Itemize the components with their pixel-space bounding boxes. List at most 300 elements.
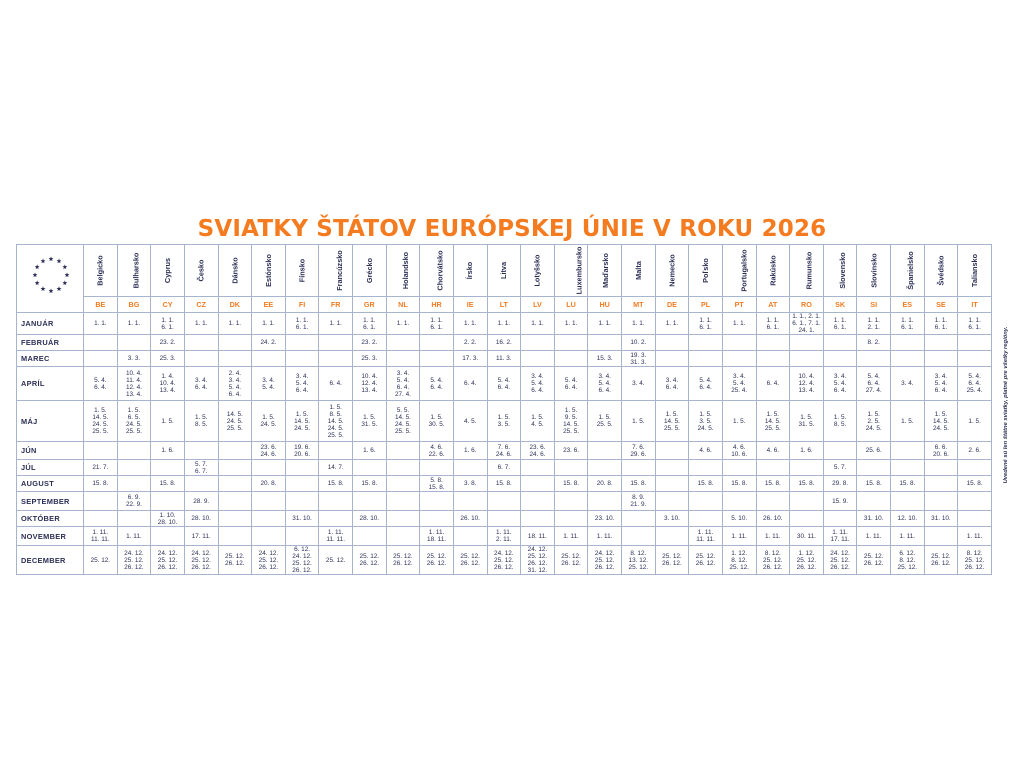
country-code: HU (588, 297, 622, 313)
month-label: JÚL (17, 460, 84, 476)
country-name: Dánsko (230, 256, 240, 284)
eu-stars-icon (31, 251, 71, 301)
holiday-cell (319, 351, 353, 367)
holiday-cell: 8. 9. 21. 9. (622, 492, 656, 511)
holiday-cell: 3. 4. 5. 4. 6. 4. (924, 367, 958, 401)
country-header (117, 245, 151, 297)
holiday-cell: 1. 5. 8. 5. (823, 401, 857, 442)
holiday-cell: 1. 5. 25. 5. (588, 401, 622, 442)
country-header (891, 245, 925, 297)
country-name: Švédsko (936, 254, 946, 286)
holiday-cell: 1. 12. 25. 12. 26. 12. (790, 546, 824, 575)
country-code: CY (151, 297, 185, 313)
holiday-cell (857, 492, 891, 511)
holiday-cell: 6. 4. (319, 367, 353, 401)
country-name: Maďarsko (601, 252, 611, 288)
holiday-cell: 1. 11. (588, 527, 622, 546)
holiday-cell (218, 442, 252, 460)
country-code: NL (386, 297, 420, 313)
holiday-cell: 1. 1. (487, 313, 521, 335)
country-name: Holandsko (400, 251, 410, 289)
holiday-cell (521, 335, 555, 351)
holiday-cell: 28. 10. (353, 511, 387, 527)
holiday-cell: 5. 4. 6. 4. (487, 367, 521, 401)
holiday-cell (588, 335, 622, 351)
holiday-cell: 1. 5. 14. 5. 25. 5. (655, 401, 689, 442)
country-header (689, 245, 723, 297)
country-code: IT (958, 297, 992, 313)
holiday-cell (521, 351, 555, 367)
country-header (487, 245, 521, 297)
holiday-cell: 19. 6. 20. 6. (285, 442, 319, 460)
country-header (319, 245, 353, 297)
holiday-cell: 15. 8. (722, 476, 756, 492)
holiday-cell (924, 476, 958, 492)
holiday-cell: 1. 11. (722, 527, 756, 546)
holiday-cell: 1. 5. 8. 5. (184, 401, 218, 442)
holiday-cell: 1. 11. 2. 11. (487, 527, 521, 546)
holiday-cell (386, 492, 420, 511)
holiday-cell: 1. 5. (891, 401, 925, 442)
month-row (17, 546, 992, 575)
holiday-cell: 21. 7. (84, 460, 118, 476)
country-code: MT (622, 297, 656, 313)
holiday-cell: 24. 12. 25. 12. 26. 12. (487, 546, 521, 575)
holiday-cell: 5. 4. 6. 4. (420, 367, 454, 401)
holiday-cell: 1. 5. 31. 5. (353, 401, 387, 442)
country-name: Rumunsko (804, 251, 814, 289)
country-code: LU (554, 297, 588, 313)
holiday-cell: 6. 4. (756, 367, 790, 401)
holiday-cell: 26. 10. (756, 511, 790, 527)
holiday-cell (386, 335, 420, 351)
holiday-cell (218, 335, 252, 351)
holiday-cell: 1. 1. (588, 313, 622, 335)
country-code: PL (689, 297, 723, 313)
holiday-cell (958, 335, 992, 351)
eu-star (35, 280, 40, 285)
country-header (924, 245, 958, 297)
holiday-cell: 5. 5. 14. 5. 24. 5. 25. 5. (386, 401, 420, 442)
country-header (84, 245, 118, 297)
holiday-cell: 1. 5. (622, 401, 656, 442)
holiday-cell: 4. 6. 10. 6. (722, 442, 756, 460)
holiday-cell (184, 476, 218, 492)
holiday-cell: 1. 5. 30. 5. (420, 401, 454, 442)
holiday-cell: 1. 11. 11. 11. (689, 527, 723, 546)
country-code: DE (655, 297, 689, 313)
holiday-cell (184, 351, 218, 367)
holiday-cell: 28. 9. (184, 492, 218, 511)
holiday-cell (924, 335, 958, 351)
eu-star (33, 272, 38, 277)
country-name: Fínsko (297, 258, 307, 282)
country-header (554, 245, 588, 297)
country-header (588, 245, 622, 297)
holiday-cell: 28. 10. (184, 511, 218, 527)
holiday-cell: 5. 4. 6. 4. (84, 367, 118, 401)
holiday-cell (521, 476, 555, 492)
holiday-cell (184, 335, 218, 351)
holiday-cell: 6. 12. 8. 12. 25. 12. (891, 546, 925, 575)
month-label: MÁJ (17, 401, 84, 442)
holiday-cell: 17. 3. (453, 351, 487, 367)
holiday-cell (924, 460, 958, 476)
country-code: SE (924, 297, 958, 313)
holiday-cell: 3. 4. (891, 367, 925, 401)
country-code: LT (487, 297, 521, 313)
holiday-cell: 25. 3. (151, 351, 185, 367)
country-name-row (17, 245, 992, 297)
holiday-cell: 6. 7. (487, 460, 521, 476)
holiday-cell (857, 460, 891, 476)
holiday-cell: 3. 4. 5. 4. (252, 367, 286, 401)
holiday-cell (588, 460, 622, 476)
country-code: ES (891, 297, 925, 313)
holiday-cell (353, 527, 387, 546)
country-name: Cyprus (163, 257, 173, 283)
holiday-cell: 3. 8. (453, 476, 487, 492)
holiday-cell: 10. 4. 11. 4. 12. 4. 13. 4. (117, 367, 151, 401)
holiday-cell (218, 511, 252, 527)
holiday-cell: 25. 12. (319, 546, 353, 575)
holiday-cell (655, 460, 689, 476)
month-row (17, 442, 992, 460)
holiday-cell: 8. 12. 25. 12. 26. 12. (958, 546, 992, 575)
holiday-cell: 24. 12. 25. 12. 26. 12. (151, 546, 185, 575)
country-header (790, 245, 824, 297)
holiday-cell: 1. 4. 10. 4. 13. 4. (151, 367, 185, 401)
holiday-cell (622, 511, 656, 527)
holiday-cell: 1. 11. (756, 527, 790, 546)
holiday-cell (622, 460, 656, 476)
holiday-cell (285, 351, 319, 367)
holiday-cell (117, 511, 151, 527)
country-header (184, 245, 218, 297)
holiday-cell: 1. 1. (218, 313, 252, 335)
holiday-cell (319, 442, 353, 460)
footnote-text: Uvedené sú len štátne sviatky, platné pre všetky regióny. (1003, 326, 1009, 484)
holiday-cell: 1. 1. 6. 1. (958, 313, 992, 335)
holiday-cell (521, 511, 555, 527)
holiday-cell (655, 492, 689, 511)
holiday-cell: 25. 12. 26. 12. (386, 546, 420, 575)
country-header (218, 245, 252, 297)
holiday-cell: 1. 1. 6. 1. (151, 313, 185, 335)
country-code: DK (218, 297, 252, 313)
country-code: IE (453, 297, 487, 313)
holiday-cell (521, 460, 555, 476)
month-row (17, 401, 992, 442)
holiday-cell: 29. 8. (823, 476, 857, 492)
holiday-cell: 1. 5. 31. 5. (790, 401, 824, 442)
holiday-cell: 15. 8. (151, 476, 185, 492)
holiday-cell (386, 527, 420, 546)
month-label: MAREC (17, 351, 84, 367)
country-header (622, 245, 656, 297)
holiday-cell: 15. 8. (622, 476, 656, 492)
holiday-cell: 1. 5. 14. 5. 24. 5. 25. 5. (84, 401, 118, 442)
country-code: GR (353, 297, 387, 313)
holiday-cell (386, 460, 420, 476)
country-name: Luxembursko (574, 246, 584, 294)
holiday-cell: 3. 4. 5. 4. 6. 4. 27. 4. (386, 367, 420, 401)
month-row (17, 527, 992, 546)
holiday-cell: 25. 12. 26. 12. (453, 546, 487, 575)
holiday-cell (722, 460, 756, 476)
holiday-cell (252, 351, 286, 367)
holiday-cell: 6. 12. 24. 12. 25. 12. 26. 12. (285, 546, 319, 575)
holiday-cell (958, 492, 992, 511)
holiday-cell (655, 527, 689, 546)
country-header (151, 245, 185, 297)
country-name: Slovensko (837, 251, 847, 289)
holiday-cell (453, 492, 487, 511)
month-row (17, 335, 992, 351)
holiday-cell: 7. 6. 24. 6. (487, 442, 521, 460)
country-name: Slovinsko (870, 252, 880, 288)
holiday-cell: 15. 8. (84, 476, 118, 492)
holiday-cell: 10. 2. (622, 335, 656, 351)
eu-star (65, 272, 70, 277)
country-header (857, 245, 891, 297)
eu-star (62, 280, 67, 285)
holiday-cell: 1. 5. 3. 5. (487, 401, 521, 442)
holiday-cell: 20. 8. (252, 476, 286, 492)
holiday-cell (252, 492, 286, 511)
holiday-cell: 15. 8. (891, 476, 925, 492)
country-header (420, 245, 454, 297)
holiday-cell: 1. 5. 2. 5. 24. 5. (857, 401, 891, 442)
holiday-cell: 1. 1. 6. 1. (823, 313, 857, 335)
holiday-cell (554, 351, 588, 367)
holiday-cell (84, 511, 118, 527)
holiday-cell (386, 511, 420, 527)
holiday-cell (655, 351, 689, 367)
holiday-cell (84, 492, 118, 511)
holiday-cell (487, 492, 521, 511)
country-header (521, 245, 555, 297)
country-name: Francúzsko (335, 249, 345, 291)
holiday-cell (319, 335, 353, 351)
holiday-cell: 1. 1. 2. 1. (857, 313, 891, 335)
holiday-cell: 1. 1. (386, 313, 420, 335)
holiday-cell (151, 492, 185, 511)
holiday-cell: 14. 5. 24. 5. 25. 5. (218, 401, 252, 442)
holiday-cell: 6. 6. 20. 6. (924, 442, 958, 460)
holiday-cell (554, 335, 588, 351)
holiday-cell (386, 442, 420, 460)
holiday-cell: 24. 12. 25. 12. 26. 12. (252, 546, 286, 575)
eu-star (62, 264, 67, 269)
holiday-cell (218, 476, 252, 492)
holiday-cell (554, 460, 588, 476)
holiday-cell: 25. 12. (84, 546, 118, 575)
holiday-cell: 3. 4. 6. 4. (655, 367, 689, 401)
holiday-cell: 25. 12. 26. 12. (857, 546, 891, 575)
holiday-cell (756, 492, 790, 511)
country-header (285, 245, 319, 297)
holiday-cell: 15. 8. (790, 476, 824, 492)
holiday-cell (622, 527, 656, 546)
holiday-cell (420, 351, 454, 367)
holiday-cell (891, 460, 925, 476)
holiday-cell (958, 511, 992, 527)
holiday-cell: 8. 12. 25. 12. 26. 12. (756, 546, 790, 575)
holiday-cell (689, 460, 723, 476)
holiday-cell (117, 460, 151, 476)
holiday-cell (790, 351, 824, 367)
eu-star (41, 286, 46, 291)
holiday-cell (151, 460, 185, 476)
holiday-cell: 1. 1. 6. 1. (891, 313, 925, 335)
holiday-cell: 25. 12. 26. 12. (655, 546, 689, 575)
month-label: JÚN (17, 442, 84, 460)
country-header (386, 245, 420, 297)
holiday-cell: 15. 8. (319, 476, 353, 492)
holiday-cell (420, 492, 454, 511)
holiday-cell: 1. 5. (151, 401, 185, 442)
holiday-cell (823, 442, 857, 460)
holiday-cell: 3. 10. (655, 511, 689, 527)
holiday-cell: 1. 5. 6. 5. 24. 5. 25. 5. (117, 401, 151, 442)
holiday-cell (790, 492, 824, 511)
holiday-cell (420, 335, 454, 351)
country-name: Belgicko (95, 254, 105, 286)
holiday-cell (958, 460, 992, 476)
holiday-cell: 2. 2. (453, 335, 487, 351)
holiday-cell: 1. 11. (958, 527, 992, 546)
country-header (823, 245, 857, 297)
country-code: HR (420, 297, 454, 313)
country-code-row (17, 297, 992, 313)
holiday-cell (420, 460, 454, 476)
holiday-cell (891, 335, 925, 351)
country-header (756, 245, 790, 297)
holiday-cell: 15. 8. (958, 476, 992, 492)
holiday-cell (924, 492, 958, 511)
holiday-cell (285, 476, 319, 492)
holiday-cell: 24. 2. (252, 335, 286, 351)
holiday-cell (252, 460, 286, 476)
country-code: SI (857, 297, 891, 313)
country-name: Lotyšsko (532, 253, 542, 287)
country-header (353, 245, 387, 297)
country-code: EE (252, 297, 286, 313)
holiday-cell (689, 335, 723, 351)
holiday-cell: 24. 12. 25. 12. 26. 12. (184, 546, 218, 575)
holiday-cell (117, 442, 151, 460)
holiday-cell: 23. 6. (554, 442, 588, 460)
holiday-cell: 26. 10. (453, 511, 487, 527)
holiday-cell: 15. 8. (487, 476, 521, 492)
holiday-cell: 1. 1. (521, 313, 555, 335)
holiday-cell: 3. 4. (622, 367, 656, 401)
holiday-cell: 15. 8. (353, 476, 387, 492)
country-name: Chorvátsko (435, 249, 445, 291)
country-name: Nemecko (667, 253, 677, 287)
month-row (17, 367, 992, 401)
holiday-cell: 4. 5. (453, 401, 487, 442)
holiday-cell: 8. 2. (857, 335, 891, 351)
holiday-cell: 25. 12. 26. 12. (420, 546, 454, 575)
holiday-cell: 3. 4. 5. 4. 6. 4. (823, 367, 857, 401)
holiday-cell: 19. 3. 31. 3. (622, 351, 656, 367)
holiday-cell: 25. 3. (353, 351, 387, 367)
holiday-cell (453, 460, 487, 476)
holiday-cell: 16. 2. (487, 335, 521, 351)
holiday-cell: 6. 4. (453, 367, 487, 401)
holiday-cell (891, 492, 925, 511)
holiday-cell: 1. 11. 11. 11. (319, 527, 353, 546)
holiday-cell: 31. 10. (924, 511, 958, 527)
holiday-cell: 5. 7. (823, 460, 857, 476)
holiday-cell: 1. 6. (453, 442, 487, 460)
country-code: AT (756, 297, 790, 313)
holiday-cell (218, 492, 252, 511)
holiday-cell: 15. 8. (689, 476, 723, 492)
holiday-cell (252, 527, 286, 546)
holiday-cell (756, 460, 790, 476)
holiday-cell (655, 476, 689, 492)
holiday-cell: 1. 1. (84, 313, 118, 335)
holiday-cell: 1. 11. (554, 527, 588, 546)
holiday-cell (790, 511, 824, 527)
holiday-cell (84, 442, 118, 460)
holiday-cell: 23. 2. (353, 335, 387, 351)
country-code: BG (117, 297, 151, 313)
holiday-cell: 1. 1. 6. 1. (285, 313, 319, 335)
holiday-cell (823, 351, 857, 367)
holiday-cell (756, 351, 790, 367)
holiday-cell (117, 476, 151, 492)
holiday-cell: 15. 9. (823, 492, 857, 511)
holiday-cell (823, 511, 857, 527)
holiday-cell: 25. 12. 26. 12. (924, 546, 958, 575)
month-label: DECEMBER (17, 546, 84, 575)
holiday-cell (218, 527, 252, 546)
eu-star (49, 288, 54, 293)
month-label: APRÍL (17, 367, 84, 401)
country-header (722, 245, 756, 297)
holiday-cell: 24. 12. 25. 12. 26. 12. (117, 546, 151, 575)
holiday-cell (689, 511, 723, 527)
holiday-cell (285, 527, 319, 546)
holiday-cell: 25. 12. 26. 12. (554, 546, 588, 575)
holiday-cell: 24. 12. 25. 12. 26. 12. 31. 12. (521, 546, 555, 575)
holiday-cell: 1. 5. 3. 5. 24. 5. (689, 401, 723, 442)
country-name: Česko (196, 259, 206, 281)
eu-star (57, 259, 62, 264)
holiday-cell (958, 351, 992, 367)
holiday-cell: 1. 1. (554, 313, 588, 335)
holiday-cell (319, 511, 353, 527)
country-code: CZ (184, 297, 218, 313)
month-row (17, 460, 992, 476)
holiday-cell: 1. 11. 18. 11. (420, 527, 454, 546)
country-header (655, 245, 689, 297)
holiday-cell (386, 351, 420, 367)
holiday-cell: 1. 1. 6. 1. (756, 313, 790, 335)
month-label: FEBRUÁR (17, 335, 84, 351)
holiday-cell (117, 335, 151, 351)
holiday-cell: 3. 4. 5. 4. 6. 4. (285, 367, 319, 401)
holiday-cell (285, 492, 319, 511)
holiday-cell: 5. 4. 6. 4. (689, 367, 723, 401)
holiday-cell (84, 351, 118, 367)
holiday-cell: 1. 6. (151, 442, 185, 460)
country-code: FI (285, 297, 319, 313)
